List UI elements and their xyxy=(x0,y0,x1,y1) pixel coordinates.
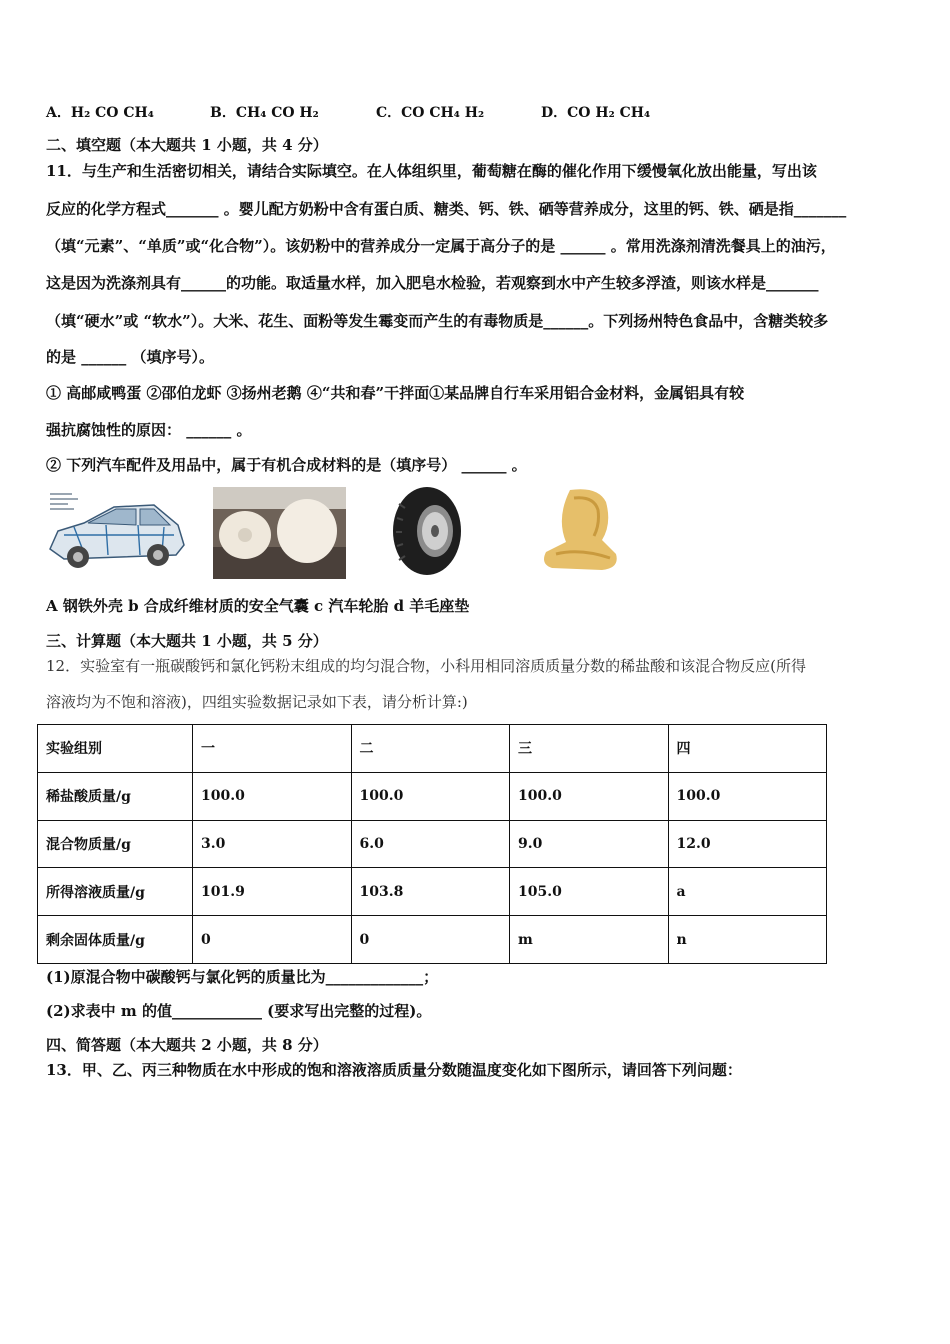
option-d: D．CO H₂ CH₄ xyxy=(541,105,651,121)
car-body-image xyxy=(44,487,189,577)
q12-line-2: 溶液均为不饱和溶液)，四组实验数据记录如下表，请分析计算:) xyxy=(46,693,468,711)
q12-line-1: 12．实验室有一瓶碳酸钙和氯化钙粉末组成的均匀混合物，小科用相同溶质质量分数的稀盐酸和该混合物反应(所得 xyxy=(46,657,806,675)
q11-line-3: （填“元素”、“单质”或“化合物”）。该奶粉中的营养成分一定属于高分子的是 ______ 。常用洗涤剂清洗餐具上的油污， xyxy=(46,237,836,255)
tire-image xyxy=(389,484,465,578)
option-a: A．H₂ CO CH₄ xyxy=(46,105,154,121)
q11-line-9: ② 下列汽车配件及用品中，属于有机合成材料的是（填序号） ______ 。 xyxy=(46,456,527,474)
q11-line-6: 的是 ______ （填序号）。 xyxy=(46,348,214,366)
table-row: 混合物质量/g 3.0 6.0 9.0 12.0 xyxy=(38,820,827,868)
q13-line: 13．甲、乙、丙三种物质在水中形成的饱和溶液溶质质量分数随温度变化如下图所示，请回答下列问题： xyxy=(46,1061,742,1079)
section4-heading: 四、简答题（本大题共 2 小题，共 8 分） xyxy=(46,1036,328,1054)
q11-line-2: 反应的化学方程式_______ 。婴儿配方奶粉中含有蛋白质、糖类、钙、铁、硒等营养成分，这里的钙、铁、硒是指_______ xyxy=(46,200,847,218)
image-caption: A 钢铁外壳 b 合成纤维材质的安全气囊 c 汽车轮胎 d 羊毛座垫 xyxy=(46,597,470,615)
airbag-image xyxy=(213,487,346,579)
q11-line-8: 强抗腐蚀性的原因： ______ 。 xyxy=(46,421,252,439)
section3-heading: 三、计算题（本大题共 1 小题，共 5 分） xyxy=(46,632,328,650)
table-row: 所得溶液质量/g 101.9 103.8 105.0 a xyxy=(38,868,827,916)
table-row: 剩余固体质量/g 0 0 m n xyxy=(38,916,827,964)
wool-seat-cushion-image xyxy=(536,484,626,578)
section2-heading: 二、填空题（本大题共 1 小题，共 4 分） xyxy=(46,136,328,154)
q11-line-5: （填“硬水”或 “软水”）。大米、花生、面粉等发生霉变而产生的有毒物质是______。下列扬州特色食品中，含糖类较多 xyxy=(46,312,829,330)
q11-line-7: ① 高邮咸鸭蛋 ②邵伯龙虾 ③扬州老鹅 ④“共和春”干拌面①某品牌自行车采用铝合金材料，金属铝具有较 xyxy=(46,384,745,402)
experiment-data-table xyxy=(37,724,827,964)
table-row: 稀盐酸质量/g 100.0 100.0 100.0 100.0 xyxy=(38,772,827,820)
q12-sub1: (1)原混合物中碳酸钙与氯化钙的质量比为_____________； xyxy=(46,968,439,986)
q12-sub2: (2)求表中 m 的值____________ (要求写出完整的过程)。 xyxy=(46,1002,432,1020)
table-header-row: 实验组别 一 二 三 四 xyxy=(38,725,827,773)
q11-line-1: 11．与生产和生活密切相关，请结合实际填空。在人体组织里，葡萄糖在酶的催化作用下缓慢氧化放出能量，写出该 xyxy=(46,162,817,180)
option-b: B．CH₄ CO H₂ xyxy=(210,105,319,121)
option-c: C．CO CH₄ H₂ xyxy=(376,105,485,121)
q11-line-4: 这是因为洗涤剂具有______的功能。取适量水样，加入肥皂水检验，若观察到水中产生较多浮渣，则该水样是_______ xyxy=(46,274,819,292)
